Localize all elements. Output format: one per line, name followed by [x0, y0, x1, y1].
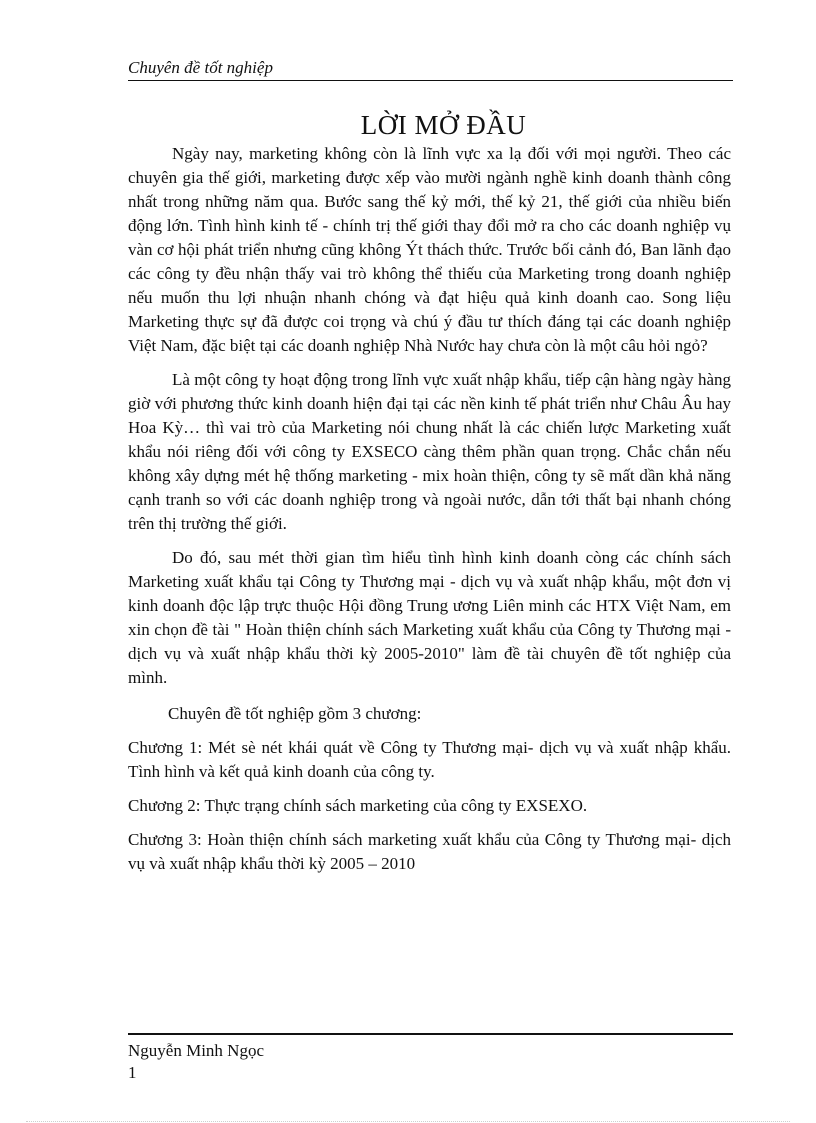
paragraph-3: Do đó, sau mét thời gian tìm hiểu tình hình kinh doanh còng các chính sách Marketing xuất khẩu tại Công ty Thương mại - dịch vụ và xuất nhập khẩu, một đơn vị kinh doanh độc lập trực thuộc Hội đồng Trung ương Liên minh các HTX Việt Nam, em xin chọn đề tài " Hoàn thiện chính sách Marketing xuất khẩu của Công ty Thương mại - dịch vụ và xuất nhập khẩu thời kỳ 2005-2010" làm đề tài chuyên đề tốt nghiệp của mình.	[128, 548, 731, 687]
footer-author: Nguyễn Minh Ngọc	[128, 1041, 264, 1060]
page-footer	[128, 1033, 733, 1084]
document-body	[128, 108, 731, 876]
page-header	[128, 58, 733, 89]
header-title: Chuyên đề tốt nghiệp	[128, 58, 273, 77]
paragraph-2: Là một công ty hoạt động trong lĩnh vực xuất nhập khẩu, tiếp cận hàng ngày hàng giờ với phương thức kinh doanh hiện đại tại các nền kinh tế phát triển như Châu Âu hay Hoa Kỳ… thì vai trò của Marketing nói chung nhất là các chiến lược Marketing xuất khẩu nói riêng đối với công ty EXSECO càng thêm phần quan trọng. Chắc chắn nếu không xây dựng mét hệ thống marketing - mix hoàn thiện, công ty sẽ mất dần khả năng cạnh tranh so với các doanh nghiệp trong và ngoài nước, dẫn tới thất bại nhanh chóng trên thị trường thế giới.	[128, 370, 731, 533]
paragraph-1: Ngày nay, marketing không còn là lĩnh vực xa lạ đối với mọi người. Theo các chuyên gia thế giới, marketing được xếp vào mười ngành nghề kinh doanh thành công nhất trong những năm qua. Bước sang thế kỷ mới, thế kỷ 21, thế giới của nhiều biến động lớn. Tình hình kinh tế - chính trị thế giới thay đổi mở ra cho các doanh nghiệp vụ vàn cơ hội phát triển nhưng cũng không Ýt thách thức. Trước bối cảnh đó, Ban lãnh đạo các công ty đều nhận thấy vai trò không thể thiếu của Marketing trong doanh nghiệp nếu muốn thu lợi nhuận nhanh chóng và đạt hiệu quả kinh doanh cao. Song liệu Marketing thực sự đã được coi trọng và chú ý đầu tư thích đáng tại các doanh nghiệp Việt Nam, đặc biệt tại các doanh nghiệp Nhà Nước hay chưa còn là một câu hỏi ngỏ?	[128, 144, 731, 355]
chapter-1: Chương 1: Mét sè nét khái quát về Công ty Thương mại- dịch vụ và xuất nhập khẩu. Tình hình và kết quả kinh doanh của công ty.	[128, 738, 731, 781]
document-title: LỜI MỞ ĐẦU	[360, 110, 527, 140]
header-divider	[128, 80, 733, 81]
chapter-3: Chương 3: Hoàn thiện chính sách marketing xuất khẩu của Công ty Thương mại- dịch vụ và xuất nhập khẩu thời kỳ 2005 – 2010	[128, 830, 731, 873]
chapter-intro: Chuyên đề tốt nghiệp gồm 3 chương:	[168, 704, 422, 723]
page-bottom-edge	[26, 1121, 790, 1122]
chapter-2: Chương 2: Thực trạng chính sách marketing của công ty EXSEXO.	[128, 796, 588, 815]
footer-divider	[128, 1033, 733, 1035]
page-number: 1	[128, 1063, 137, 1082]
